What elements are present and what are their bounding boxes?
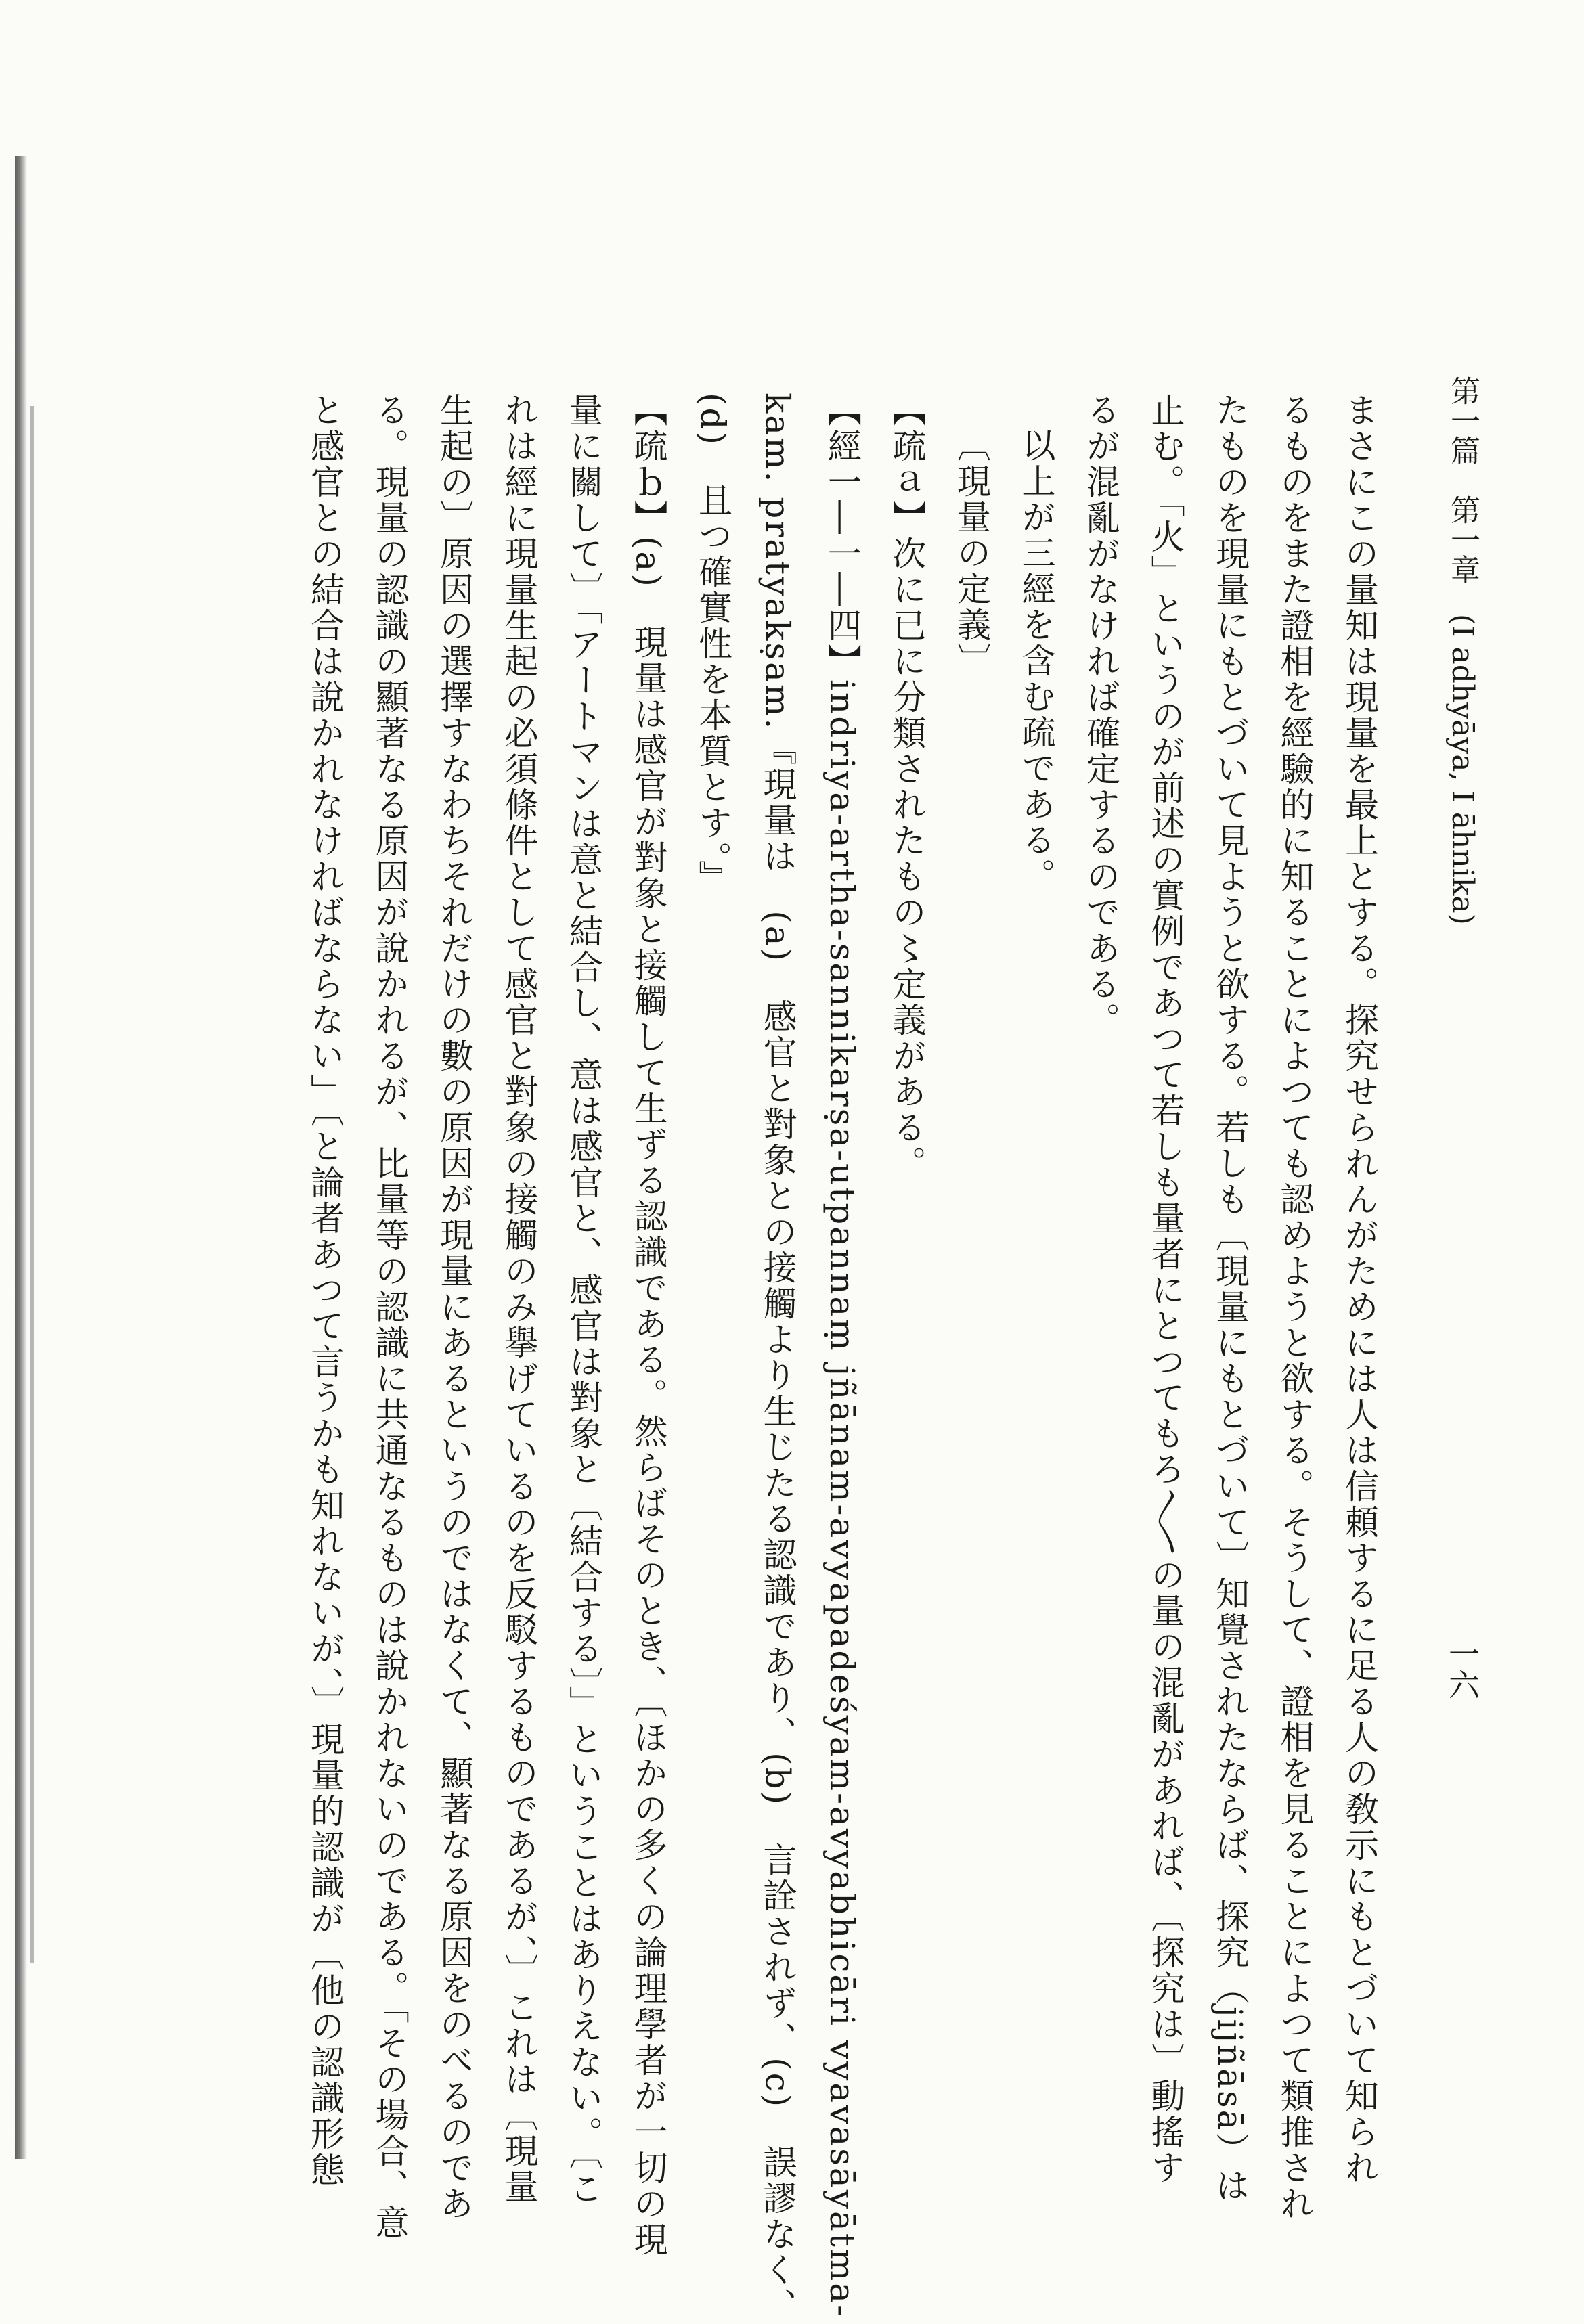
body-text (292, 393, 1392, 2324)
text-line: と感官との結合は說かれなければならない」〔と論者あつて言うかも知れないが、〕現量的認識が〔他の認識形態 (305, 393, 345, 2188)
text-line: kam. pratyakṣam.『現量は (a) 感官と對象との接觸より生じたる認識であり、(b) 言詮されず、(c) 誤謬なく、 (757, 393, 797, 2324)
text-line: れは經に現量生起の必須條件として感官と對象の接觸のみ擧げているのを反駁するものであるが、〕これは〔現量 (499, 393, 539, 2205)
page-number: 一六 (1444, 1638, 1480, 1700)
running-header: 第一篇 第一章 (I adhyāya, I āhnika) (1445, 376, 1480, 925)
text-line: る。現量の認識の顯著なる原因が說かれるが、比量等の認識に共通なるものは說かれないのである。「その場合、意 (370, 393, 410, 2241)
text-line: 量に關して〕「アートマンは意と結合し、意は感官と、感官は對象と〔結合する〕」ということはありえない。〔こ (564, 393, 603, 2207)
text-line: 【疏ａ】次に已に分類されたもの〻定義がある。 (887, 393, 927, 1182)
text-line: るものをまた證相を經驗的に知ることによつても認めようと欲する。そうして、證相を見ることによつて類推され (1275, 393, 1315, 2222)
text-line: るが混亂がなければ確定するのである。 (1081, 393, 1120, 1038)
binding-shadow (30, 406, 34, 1963)
text-line: たものを現量にもとづいて見ようと欲する。若しも〔現量にもとづいて〕知覺されたならば、探究（jijñāsā）は (1210, 393, 1250, 2204)
text-line: まさにこの量知は現量を最上とする。探究せられんがためには人は信頼するに足る人の敎示にもとづいて知られ (1340, 393, 1379, 2186)
section-heading: 〔現量の定義〕 (952, 428, 991, 679)
text-line: (d) 且つ確實性を本質とす。』 (693, 393, 732, 897)
text-line: 止む。「火」というのが前述の實例であつて若しも量者にとつてもろ〳〵の量の混亂があれば、〔探究は〕動搖す (1145, 393, 1185, 2186)
text-line: 生起の〕原因の選擇すなわちそれだけの數の原因が現量にあるというのではなくて、顯著なる原因をのべるのであ (435, 393, 474, 2222)
binding-edge (15, 156, 27, 2159)
text-line: 【疏ｂ】(a) 現量は感官が對象と接觸して生ずる認識である。然らばそのとき、〔ほかの多くの論理學者が一切の現 (628, 393, 668, 2258)
text-line: 【經一―一―四】indriya-artha-sannikarṣa-utpannaṃ jñānam-avyapadeśyam-avyabhicāri vyavasāyātma- (822, 393, 862, 2319)
text-line: 以上が三經を含む疏である。 (1016, 428, 1056, 894)
